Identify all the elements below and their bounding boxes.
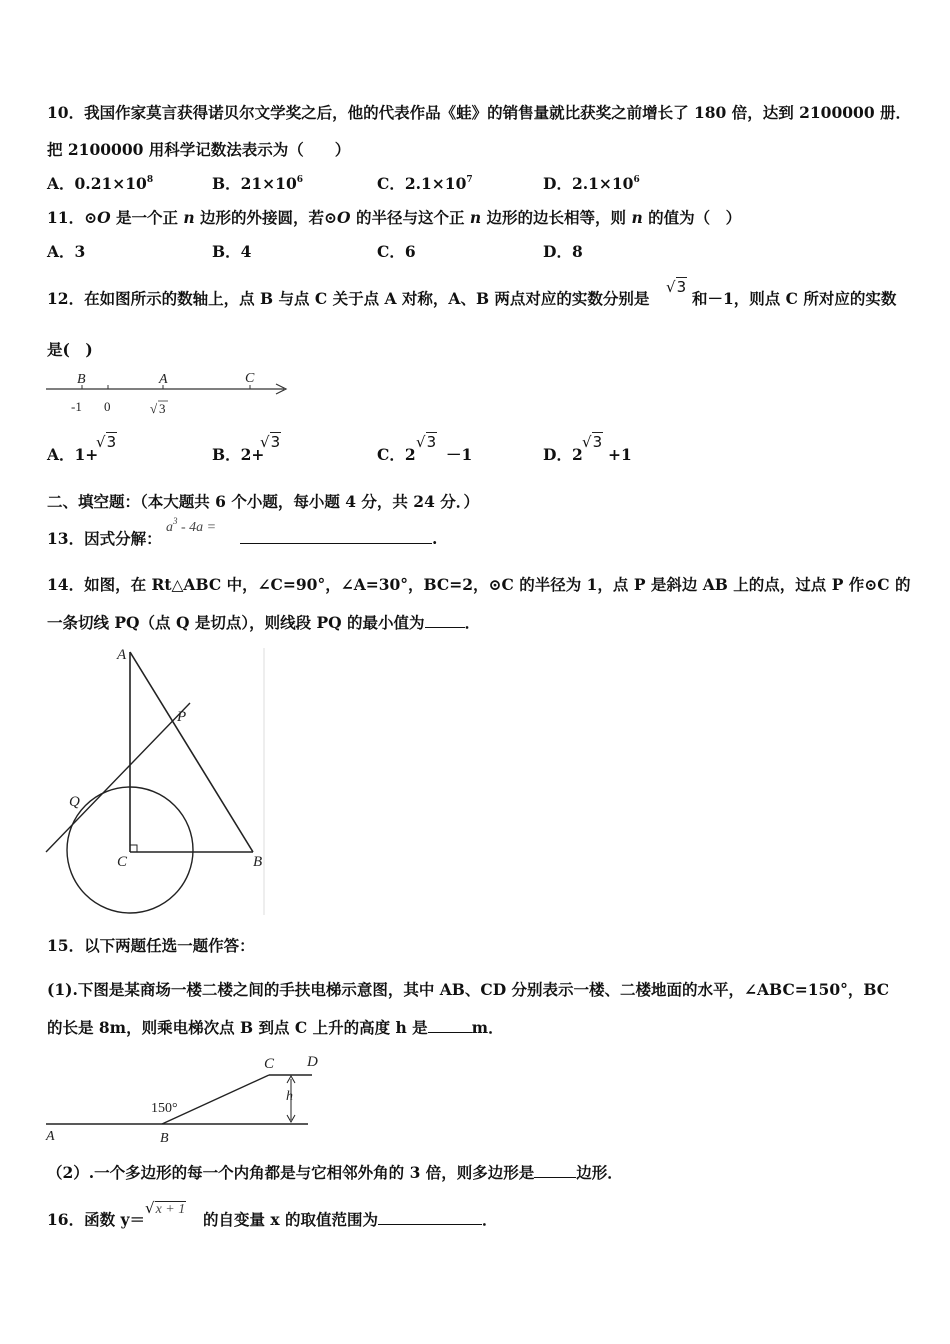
q11-option-b: B．4 xyxy=(212,242,252,261)
fig2-label-c: C xyxy=(264,1056,275,1072)
q11-option-a: A．3 xyxy=(47,242,86,261)
q13-expression: $a^3 - 4a$ = xyxy=(166,516,217,535)
q12-option-c: C．2 xyxy=(377,445,416,464)
q16-text: 的自变量 x 的取值范围为 ． xyxy=(203,1210,498,1229)
q12-option-d-tail: +1 xyxy=(608,445,632,464)
q13-answer-blank[interactable]: . xyxy=(240,529,437,549)
axis-label-a: A xyxy=(159,372,168,387)
q11-question: 11．⊙O 是一个正 n 边形的外接圆，若⊙O 的半径与这个正 n 边形的边长相等，则 n 的值为（ ） xyxy=(47,208,742,227)
q12-option-b: B．2+ xyxy=(212,445,265,464)
q15-title: 15．以下两题任选一题作答： xyxy=(47,936,255,955)
fig-label-p: P xyxy=(177,709,187,725)
q10-line2: 把 2100000 用科学记数法表示为（ ） xyxy=(47,140,351,159)
fig2-label-a: A xyxy=(46,1129,55,1144)
q11-option-d: D．8 xyxy=(543,242,583,261)
q12-option-d-radical: √3 xyxy=(582,433,603,451)
q10-option-a: A．$0.21\times 10^8$ xyxy=(47,174,154,193)
q14-line2: 一条切线 PQ（点 Q 是切点），则线段 PQ 的最小值为 ． xyxy=(47,613,481,632)
q12-line2: 是( ) xyxy=(47,340,93,359)
fig2-label-b: B xyxy=(160,1131,169,1146)
q12-option-a-radical: √3 xyxy=(96,433,117,451)
fig-label-c: C xyxy=(117,854,128,870)
q16-radical: √x + 1 xyxy=(145,1199,186,1217)
fig2-angle-label: 150° xyxy=(151,1101,178,1116)
q15-part1-line1: (1).下图是某商场一楼二楼之间的手扶电梯示意图，其中 AB、CD 分别表示一楼、二楼地面的水平，∠ABC=150°，BC xyxy=(47,980,890,999)
q12-option-c-tail: －1 xyxy=(446,445,473,464)
q12-line1-b: 和－1，则点 C 所对应的实数 xyxy=(692,289,897,308)
axis-tick-sqrt-sign: √ xyxy=(150,401,158,416)
q14-line1: 14．如图，在 Rt△ABC 中，∠C=90°，∠A=30°，BC=2，⊙C 的半径为 1，点 P 是斜边 AB 上的点，过点 P 作⊙C 的 xyxy=(47,575,911,594)
q10-option-c: C．$2.1\times 10^7$ xyxy=(377,174,473,193)
q12-option-b-radical: √3 xyxy=(260,433,281,451)
axis-label-c: C xyxy=(245,371,255,386)
fig-label-a: A xyxy=(117,647,127,663)
section-heading: 二、填空题：（本大题共 6 个小题，每小题 4 分，共 24 分．） xyxy=(47,492,480,511)
q11-option-c: C．6 xyxy=(377,242,416,261)
q12-line1-a: 12．在如图所示的数轴上，点 B 与点 C 关于点 A 对称，A、B 两点对应的实数分别是 xyxy=(47,289,650,308)
sqrt3-radical: √3 xyxy=(666,278,687,296)
q12-option-c-radical: √3 xyxy=(416,433,437,451)
fig-label-q: Q xyxy=(69,794,80,810)
fig2-label-d: D xyxy=(307,1054,318,1070)
q12-option-a: A．1+ xyxy=(47,445,99,464)
axis-tick-root3: 3 xyxy=(159,401,166,416)
q15-part1-line2: 的长是 8m，则乘电梯次点 B 到点 C 上升的高度 h 是 m． xyxy=(47,1018,504,1037)
q15-part2: （2）.一个多边形的每一个内角都是与它相邻外角的 3 倍，则多边形是 边形． xyxy=(47,1163,623,1182)
fig2-label-h: h xyxy=(286,1089,293,1104)
q12-option-d: D．2 xyxy=(543,445,583,464)
q10-option-d: D．$2.1\times 10^6$ xyxy=(543,174,640,193)
axis-tick-neg1: -1 xyxy=(71,399,82,414)
axis-label-b: B xyxy=(77,372,86,387)
q10-line1: 10．我国作家莫言获得诺贝尔文学奖之后，他的代表作品《蛙》的销售量就比获奖之前增长了 180 倍，达到 2100000 册． xyxy=(47,103,912,122)
q13-label: 13．因式分解： xyxy=(47,529,162,548)
fig-label-b: B xyxy=(253,854,263,870)
q10-option-b: B．$21\times 10^6$ xyxy=(212,174,303,193)
axis-tick-zero: 0 xyxy=(104,399,111,414)
q16-label: 16．函数 y＝ xyxy=(47,1210,145,1229)
